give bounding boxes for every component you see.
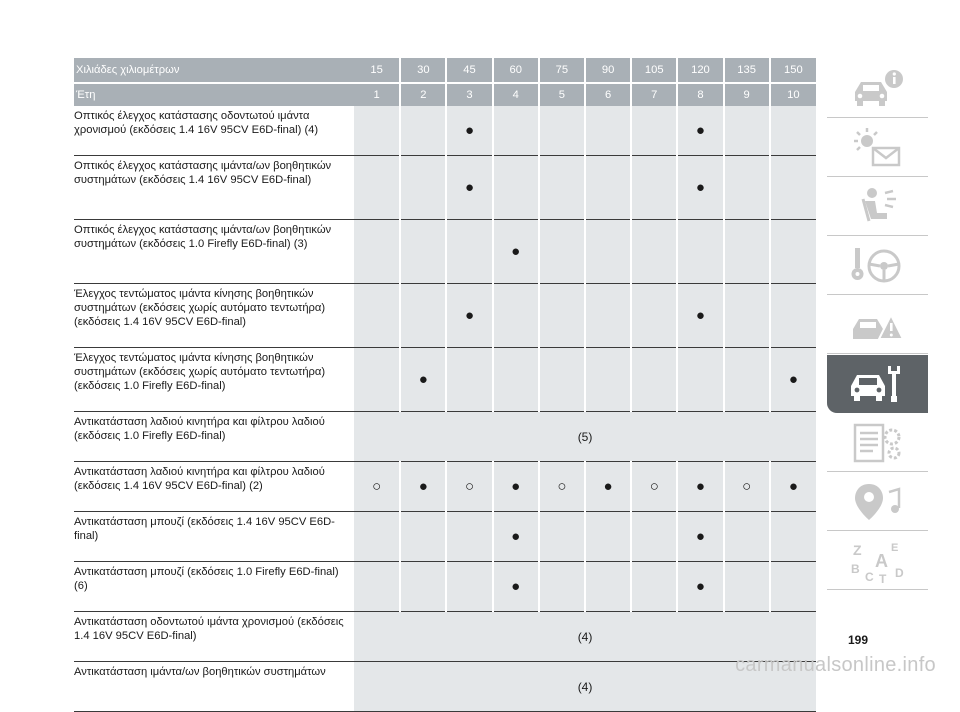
index-letter: T [878, 571, 886, 585]
filled-dot-cell: ● [677, 106, 723, 156]
alphabetical-index-icon [847, 537, 909, 585]
schedule-cell [539, 348, 585, 412]
schedule-cell [493, 284, 539, 348]
hollow-dot-cell: ○ [354, 462, 400, 512]
year-header-cell: 7 [631, 83, 677, 106]
table-row [74, 220, 816, 284]
km-header-cell: 75 [539, 58, 585, 83]
schedule-cell [631, 220, 677, 284]
index-letter: D [894, 565, 904, 580]
schedule-cell [400, 284, 446, 348]
kilometers-header-label: Χιλιάδες χιλιομέτρων [74, 58, 354, 83]
year-header-cell: 9 [724, 83, 770, 106]
schedule-body [74, 106, 816, 712]
year-header-cell: 6 [585, 83, 631, 106]
schedule-cell [770, 284, 816, 348]
nav-item-safety[interactable] [827, 178, 928, 236]
nav-item-car-info[interactable] [827, 60, 928, 118]
year-header-cell: 4 [493, 83, 539, 106]
schedule-cell [493, 156, 539, 220]
index-letter: Z [852, 541, 862, 558]
note-reference-cell: (5) [354, 412, 816, 462]
filled-dot-cell: ● [677, 156, 723, 220]
hollow-dot-cell: ○ [446, 462, 492, 512]
row-label: Έλεγχος τεντώματος ιμάντα κίνησης βοηθητικών συστημάτων (εκδόσεις χωρίς αυτόματο τεντωτήρα) (εκδόσεις 1.4 16V 95CV E6D-final) [74, 284, 354, 348]
schedule-cell [631, 284, 677, 348]
multimedia-icon [847, 478, 909, 526]
schedule-cell [585, 284, 631, 348]
index-letter: B [850, 561, 860, 576]
year-header-cell: 8 [677, 83, 723, 106]
table-row [74, 284, 816, 348]
schedule-cell [770, 106, 816, 156]
nav-item-index[interactable] [827, 532, 928, 590]
row-label: Αντικατάσταση οδοντωτού ιμάντα χρονισμού (εκδόσεις 1.4 16V 95CV E6D-final) [74, 612, 354, 662]
schedule-cell [770, 156, 816, 220]
schedule-cell [400, 512, 446, 562]
row-label: Αντικατάσταση μπουζί (εκδόσεις 1.0 Firefly E6D-final) (6) [74, 562, 354, 612]
schedule-cell [446, 348, 492, 412]
year-header-cell: 2 [400, 83, 446, 106]
filled-dot-cell: ● [400, 462, 446, 512]
schedule-cell [354, 220, 400, 284]
seat-airbag-icon [847, 183, 909, 231]
km-header-cell: 135 [724, 58, 770, 83]
car-maintenance-icon [847, 360, 909, 408]
schedule-cell [585, 156, 631, 220]
years-header-row [74, 83, 816, 106]
schedule-cell [631, 562, 677, 612]
hollow-dot-cell: ○ [539, 462, 585, 512]
filled-dot-cell: ● [677, 562, 723, 612]
filled-dot-cell: ● [400, 348, 446, 412]
filled-dot-cell: ● [446, 106, 492, 156]
schedule-cell [493, 106, 539, 156]
schedule-cell [585, 106, 631, 156]
index-letter: E [890, 541, 898, 554]
schedule-cell [724, 156, 770, 220]
filled-dot-cell: ● [585, 462, 631, 512]
hollow-dot-cell: ○ [631, 462, 677, 512]
filled-dot-cell: ● [770, 462, 816, 512]
schedule-cell [446, 512, 492, 562]
row-label: Αντικατάσταση μπουζί (εκδόσεις 1.4 16V 95CV E6D-final) [74, 512, 354, 562]
schedule-cell [585, 512, 631, 562]
table-row [74, 512, 816, 562]
row-label: Οπτικός έλεγχος κατάστασης ιμάντα/ων βοηθητικών συστημάτων (εκδόσεις 1.0 Firefly E6D-final) (3) [74, 220, 354, 284]
row-label: Αντικατάσταση λαδιού κινητήρα και φίλτρου λαδιού (εκδόσεις 1.4 16V 95CV E6D-final) (2) [74, 462, 354, 512]
nav-item-emergency[interactable] [827, 296, 928, 354]
schedule-cell [585, 348, 631, 412]
filled-dot-cell: ● [446, 156, 492, 220]
table-row [74, 562, 816, 612]
schedule-cell [354, 512, 400, 562]
note-reference-cell: (4) [354, 662, 816, 712]
km-header-cell: 30 [400, 58, 446, 83]
car-info-icon [847, 65, 909, 113]
schedule-cell [446, 220, 492, 284]
schedule-cell [724, 106, 770, 156]
schedule-cell [539, 512, 585, 562]
schedule-cell [770, 220, 816, 284]
km-header-cell: 45 [446, 58, 492, 83]
filled-dot-cell: ● [770, 348, 816, 412]
schedule-cell [631, 348, 677, 412]
km-header-cell: 150 [770, 58, 816, 83]
schedule-cell [585, 220, 631, 284]
table-row [74, 412, 816, 462]
key-steering-wheel-icon [847, 242, 909, 290]
watermark: carmanualsonline.info [735, 654, 936, 676]
schedule-cell [724, 562, 770, 612]
schedule-cell [539, 156, 585, 220]
index-letter: A [874, 550, 888, 571]
km-header-cell: 90 [585, 58, 631, 83]
schedule-cell [631, 106, 677, 156]
nav-item-starting-driving[interactable] [827, 237, 928, 295]
filled-dot-cell: ● [493, 562, 539, 612]
chapter-navigation [827, 60, 928, 591]
filled-dot-cell: ● [493, 462, 539, 512]
km-header-cell: 60 [493, 58, 539, 83]
schedule-cell [354, 284, 400, 348]
filled-dot-cell: ● [677, 284, 723, 348]
nav-item-maintenance[interactable] [827, 355, 928, 413]
schedule-cell [354, 106, 400, 156]
schedule-cell [724, 284, 770, 348]
row-label: Έλεγχος τεντώματος ιμάντα κίνησης βοηθητικών συστημάτων (εκδόσεις χωρίς αυτόματο τεντωτήρα) (εκδόσεις 1.0 Firefly E6D-final) [74, 348, 354, 412]
maintenance-schedule-table [74, 58, 816, 712]
filled-dot-cell: ● [446, 284, 492, 348]
filled-dot-cell: ● [677, 512, 723, 562]
year-header-cell: 3 [446, 83, 492, 106]
schedule-cell [446, 562, 492, 612]
schedule-cell [539, 220, 585, 284]
km-header-cell: 15 [354, 58, 400, 83]
kilometers-header-row [74, 58, 816, 83]
schedule-cell [677, 220, 723, 284]
schedule-cell [677, 348, 723, 412]
table-row [74, 348, 816, 412]
schedule-cell [724, 512, 770, 562]
schedule-cell [539, 284, 585, 348]
page-number: 199 [847, 633, 869, 647]
table-row [74, 156, 816, 220]
schedule-cell [631, 512, 677, 562]
filled-dot-cell: ● [493, 512, 539, 562]
year-header-cell: 1 [354, 83, 400, 106]
schedule-cell [585, 562, 631, 612]
table-row [74, 106, 816, 156]
schedule-cell [400, 156, 446, 220]
schedule-cell [770, 562, 816, 612]
schedule-cell [724, 220, 770, 284]
nav-item-technical-data[interactable] [827, 414, 928, 472]
technical-data-icon [847, 419, 909, 467]
table-row [74, 462, 816, 512]
row-label: Αντικατάσταση ιμάντα/ων βοηθητικών συστημάτων [74, 662, 354, 712]
schedule-cell [354, 348, 400, 412]
row-label: Αντικατάσταση λαδιού κινητήρα και φίλτρου λαδιού (εκδόσεις 1.0 Firefly E6D-final) [74, 412, 354, 462]
schedule-cell [631, 156, 677, 220]
filled-dot-cell: ● [677, 462, 723, 512]
schedule-cell [493, 348, 539, 412]
schedule-cell [724, 348, 770, 412]
schedule-cell [400, 220, 446, 284]
schedule-cell [770, 512, 816, 562]
nav-item-warning-lights[interactable] [827, 119, 928, 177]
note-reference-cell: (4) [354, 612, 816, 662]
row-label: Οπτικός έλεγχος κατάστασης ιμάντα/ων βοηθητικών συστημάτων (εκδόσεις 1.4 16V 95CV E6D-final) [74, 156, 354, 220]
car-emergency-icon [847, 301, 909, 349]
row-label: Οπτικός έλεγχος κατάστασης οδοντωτού ιμάντα χρονισμού (εκδόσεις 1.4 16V 95CV E6D-final) (4) [74, 106, 354, 156]
schedule-cell [400, 106, 446, 156]
schedule-cell [539, 106, 585, 156]
year-header-cell: 10 [770, 83, 816, 106]
schedule-cell [539, 562, 585, 612]
warning-lights-icon [847, 124, 909, 172]
index-letter: C [864, 569, 874, 584]
table-row [74, 612, 816, 662]
hollow-dot-cell: ○ [724, 462, 770, 512]
schedule-cell [354, 562, 400, 612]
filled-dot-cell: ● [493, 220, 539, 284]
schedule-cell [354, 156, 400, 220]
km-header-cell: 120 [677, 58, 723, 83]
year-header-cell: 5 [539, 83, 585, 106]
km-header-cell: 105 [631, 58, 677, 83]
nav-item-multimedia[interactable] [827, 473, 928, 531]
table-row [74, 662, 816, 712]
years-header-label: Έτη [74, 83, 354, 106]
schedule-cell [400, 562, 446, 612]
